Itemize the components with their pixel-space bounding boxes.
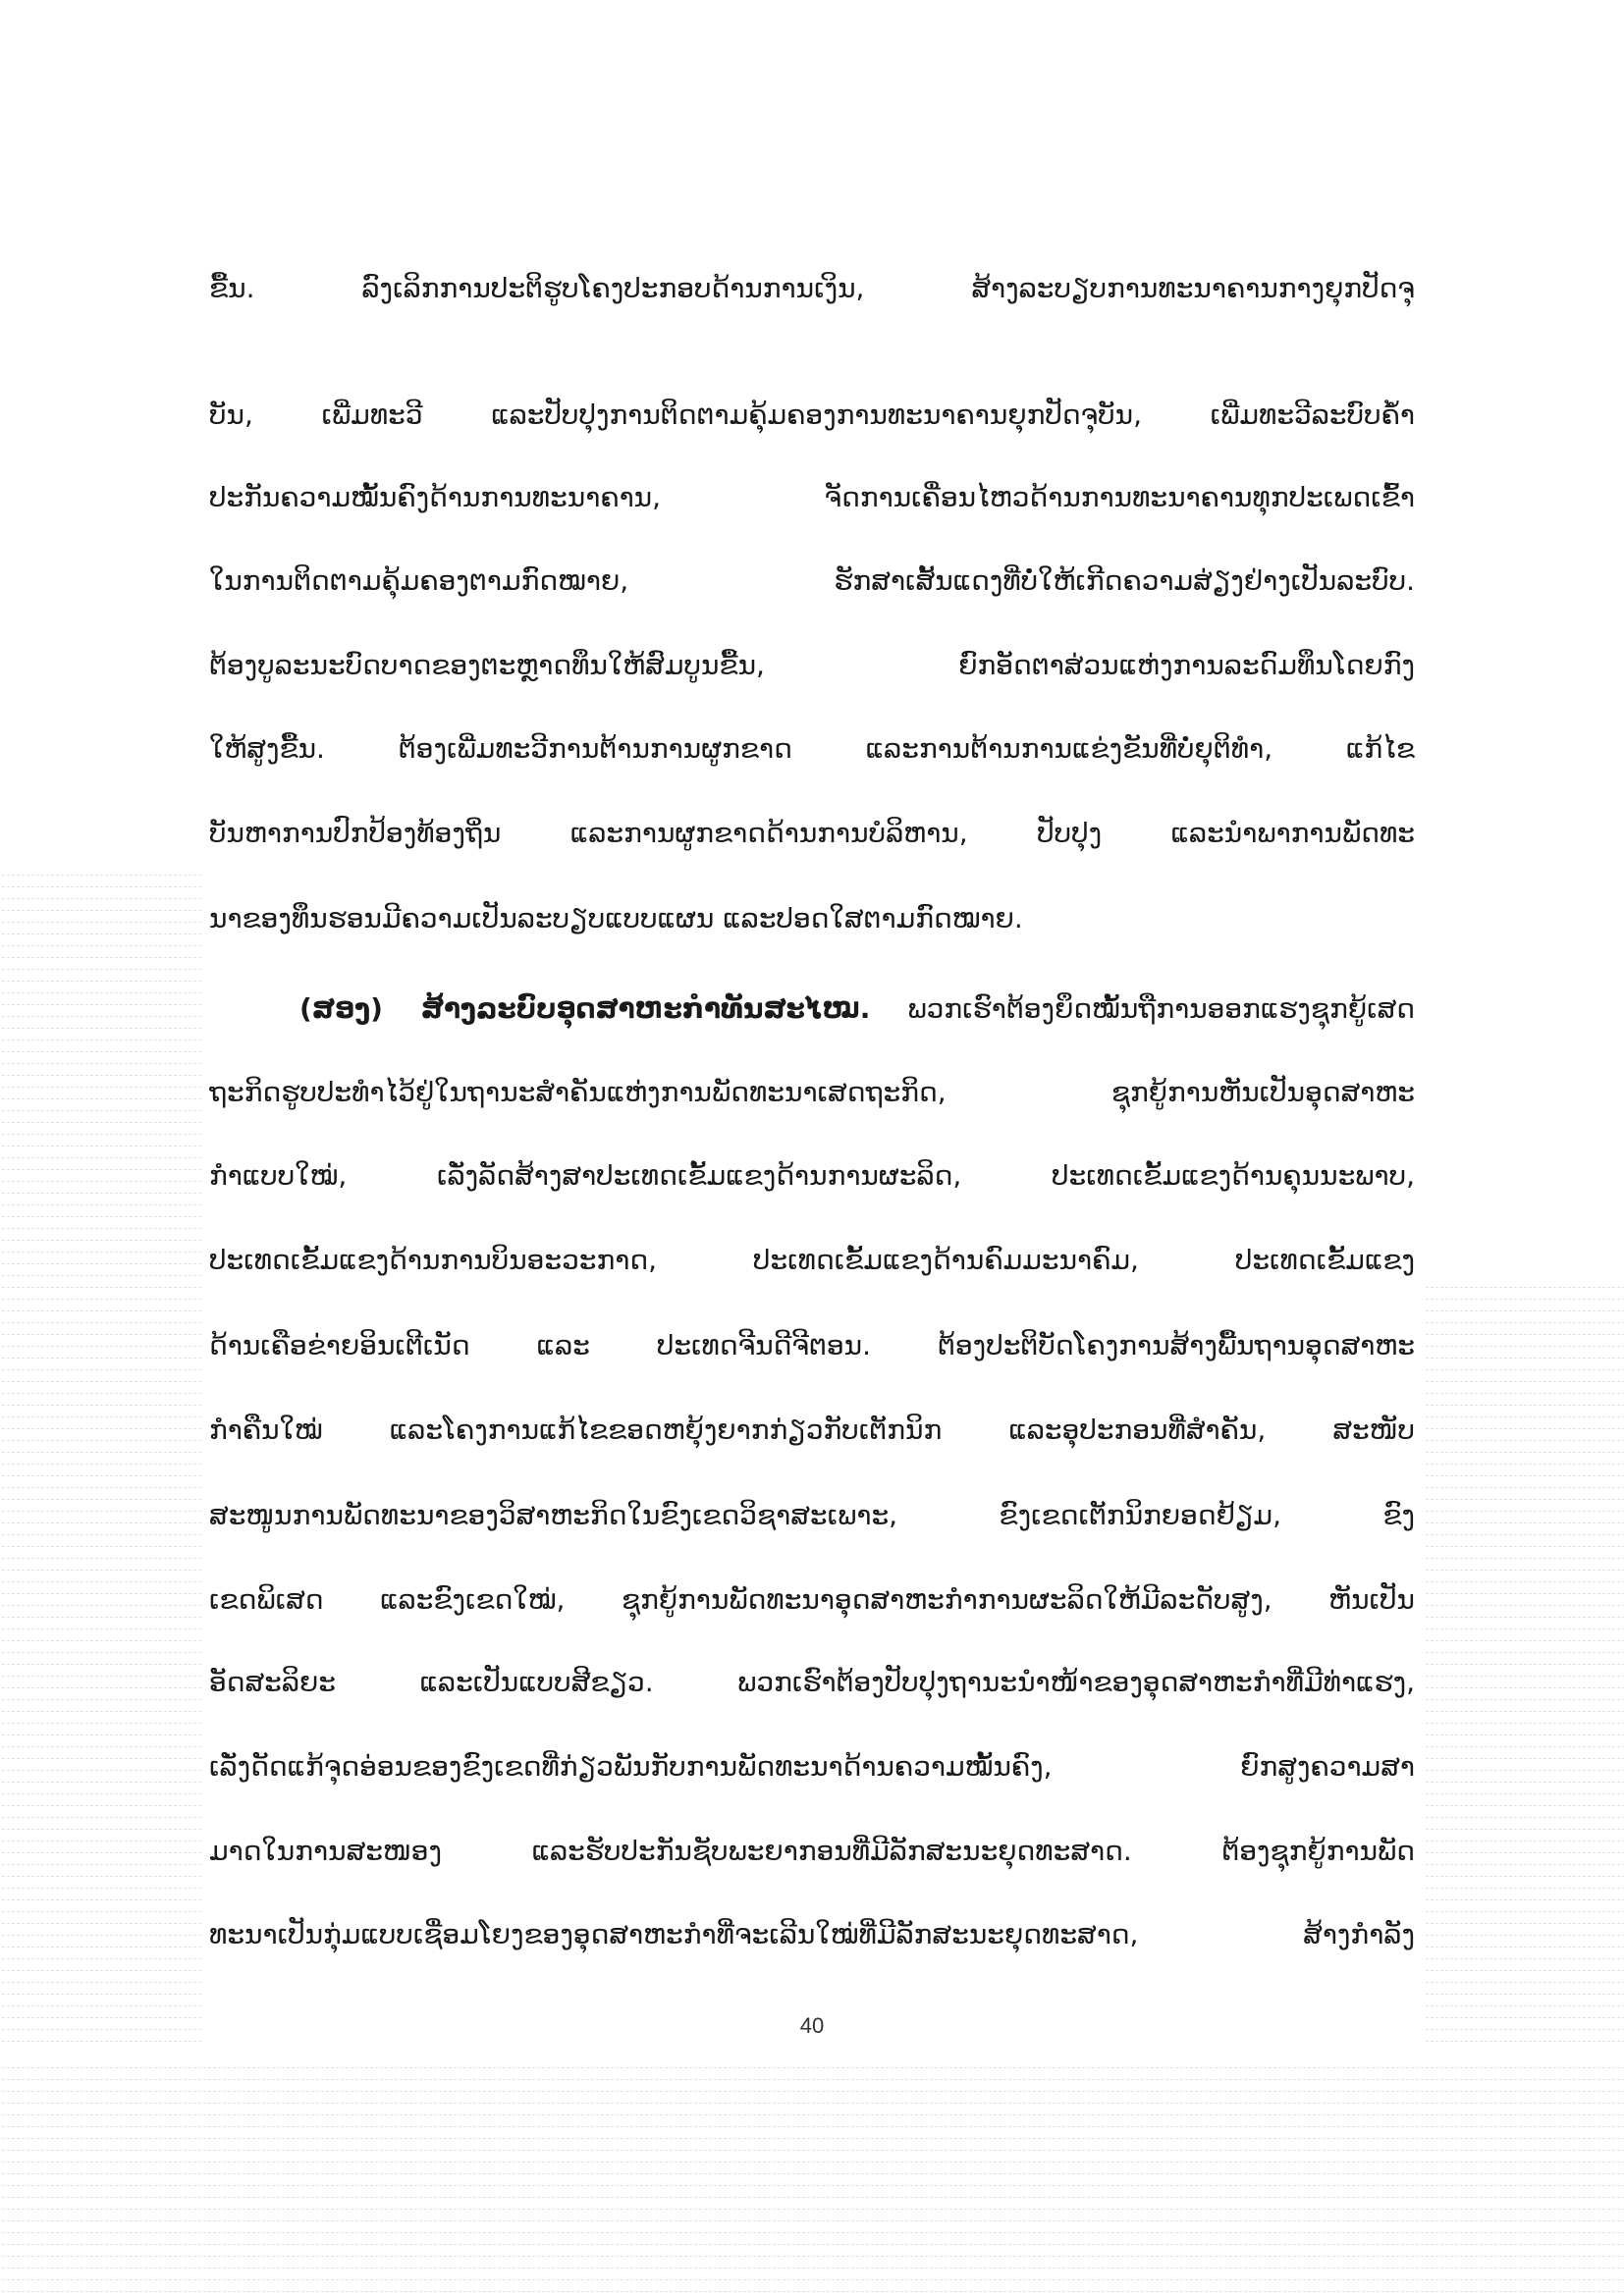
- body-text-line: ບັນ, ເພີ່ມທະວີ ແລະປັບປຸງການຕິດຕາມຄຸ້ມຄອງການທະນາຄານຍຸກປັດຈຸບັນ, ເພີ່ມທະວີລະບົບຄ້ຳ: [209, 399, 1415, 431]
- body-text-line: ໃຫ້ສູງຂື້ນ. ຕ້ອງເພີ່ມທະວີການຕ້ານການຜູກຂາດ ແລະການຕ້ານການແຂ່ງຂັນທີ່ບໍ່ຍຸຕິທຳ, ແກ້ໄຂ: [209, 732, 1415, 765]
- body-text-line: ບັນຫາການປົກປ້ອງທ້ອງຖິ່ນ ແລະການຜູກຂາດດ້ານການບໍລິຫານ, ປັບປຸງ ແລະນຳພາການພັດທະ: [209, 817, 1415, 849]
- body-text-line: ປະກັນຄວາມໝັ້ນຄົງດ້ານການທະນາຄານ, ຈັດການເຄື່ອນໄຫວດ້ານການທະນາຄານທຸກປະເພດເຂົ້າ: [209, 481, 1415, 513]
- body-text-line: ປະເທດເຂັ້ມແຂງດ້ານການບິນອະວະກາດ, ປະເທດເຂັ້ມແຂງດ້ານຄົມມະນາຄົມ, ປະເທດເຂັ້ມແຂງ: [209, 1244, 1415, 1276]
- body-text-line: ໃນການຕິດຕາມຄຸ້ມຄອງຕາມກົດໝາຍ, ຮັກສາເສັ້ນແດງທີ່ບໍ່ໃຫ້ເກີດຄວາມສ່ຽງຢ່າງເປັນລະບົບ.: [209, 564, 1415, 597]
- body-text-line: ຂື້ນ. ລົງເລິກການປະຕິຮູບໂຄງປະກອບດ້ານການເງິນ, ສ້າງລະບຽບການທະນາຄານກາງຍຸກປັດຈຸ: [209, 272, 1415, 304]
- body-text-line: ມາດໃນການສະໜອງ ແລະຮັບປະກັນຊັບພະຍາກອນທີ່ມີລັກສະນະຍຸດທະສາດ. ຕ້ອງຊຸກຍູ້ການພັດ: [209, 1835, 1415, 1867]
- body-text-line: ຖະກິດຮູບປະທຳໄວ້ຢູ່ໃນຖານະສຳຄັນແຫ່ງການພັດທະນາເສດຖະກິດ, ຊຸກຍູ້ການຫັນເປັນອຸດສາຫະ: [209, 1076, 1415, 1108]
- scan-artifact-right-dots: [1424, 1276, 1624, 2052]
- body-text-line: ນາຂອງທຶນຮອນມີຄວາມເປັນລະບຽບແບບແຜນ ແລະປອດໃສຕາມກົດໝາຍ.: [209, 902, 1023, 934]
- body-text-line: ທະນາເປັນກຸ່ມແບບເຊື່ອມໂຍງຂອງອຸດສາຫະກຳທີ່ຈະເລີນໃໝ່ທີ່ມີລັກສະນະຍຸດທະສາດ, ສ້າງກຳລັງ: [209, 1918, 1415, 1950]
- body-text-line: ຕ້ອງບູລະນະບົດບາດຂອງຕະຫຼາດທຶນໃຫ້ສົມບູນຂື້ນ, ຍົກອັດຕາສ່ວນແຫ່ງການລະດົມທຶນໂດຍກົງ: [209, 649, 1415, 681]
- body-text-line: ກຳແບບໃໝ່, ເລັ່ງລັດສ້າງສາປະເທດເຂັ້ມແຂງດ້ານການຜະລິດ, ປະເທດເຂັ້ມແຂງດ້ານຄຸນນະພາບ,: [209, 1159, 1415, 1192]
- body-text-line: ເຂດພິເສດ ແລະຂົງເຂດໃໝ່, ຊຸກຍູ້ການພັດທະນາອຸດສາຫະກຳການຜະລິດໃຫ້ມີລະດັບສູງ, ຫັນເປັນ: [209, 1583, 1415, 1616]
- section-heading: (ສອງ) ສ້າງລະບົບອຸດສາຫະກຳທັນສະໄໝ.: [299, 992, 871, 1025]
- body-text-line: ສະໜູນການພັດທະນາຂອງວິສາຫະກິດໃນຂົງເຂດວິຊາສະເພາະ, ຂົງເຂດເຕັກນິກຍອດຢ້ຽມ, ຂົງ: [209, 1499, 1415, 1531]
- page-number: 40: [799, 2013, 825, 2038]
- body-text-line: ດ້ານເຄືອຂ່າຍອິນເຕີເນັດ ແລະ ປະເທດຈີນດີຈີຕອນ. ຕ້ອງປະຕິບັດໂຄງການສ້າງພື້ນຖານອຸດສາຫະ: [209, 1329, 1415, 1362]
- section-two-first-line: [209, 985, 1415, 1034]
- scan-artifact-bottom-dots: [0, 2056, 1624, 2296]
- body-text-line: ກຳຄືນໃໝ່ ແລະໂຄງການແກ້ໄຂຂອດຫຍຸ້ງຍາກກ່ຽວກັບເຕັກນິກ ແລະອຸປະກອນທີ່ສຳຄັນ, ສະໜັບ: [209, 1414, 1415, 1446]
- section-first-line-text: ພວກເຮົາຕ້ອງຍຶດໝັ້ນຖືການອອກແຮງຊຸກຍູ້ເສດ: [907, 992, 1415, 1025]
- body-text-line: ອັດສະລິຍະ ແລະເປັນແບບສີຂຽວ. ພວກເຮົາຕ້ອງປັບປຸງຖານະນຳໜ້າຂອງອຸດສາຫະກຳທີ່ມີທ່າແຮງ,: [209, 1666, 1415, 1698]
- scan-artifact-left-dots: [0, 864, 201, 2052]
- body-text-line: ເລັ່ງດັດແກ້ຈຸດອ່ອນຂອງຂົງເຂດທີ່ກ່ຽວພັນກັບການພັດທະນາດ້ານຄວາມໝັ້ນຄົງ, ຍົກສູງຄວາມສາ: [209, 1750, 1415, 1783]
